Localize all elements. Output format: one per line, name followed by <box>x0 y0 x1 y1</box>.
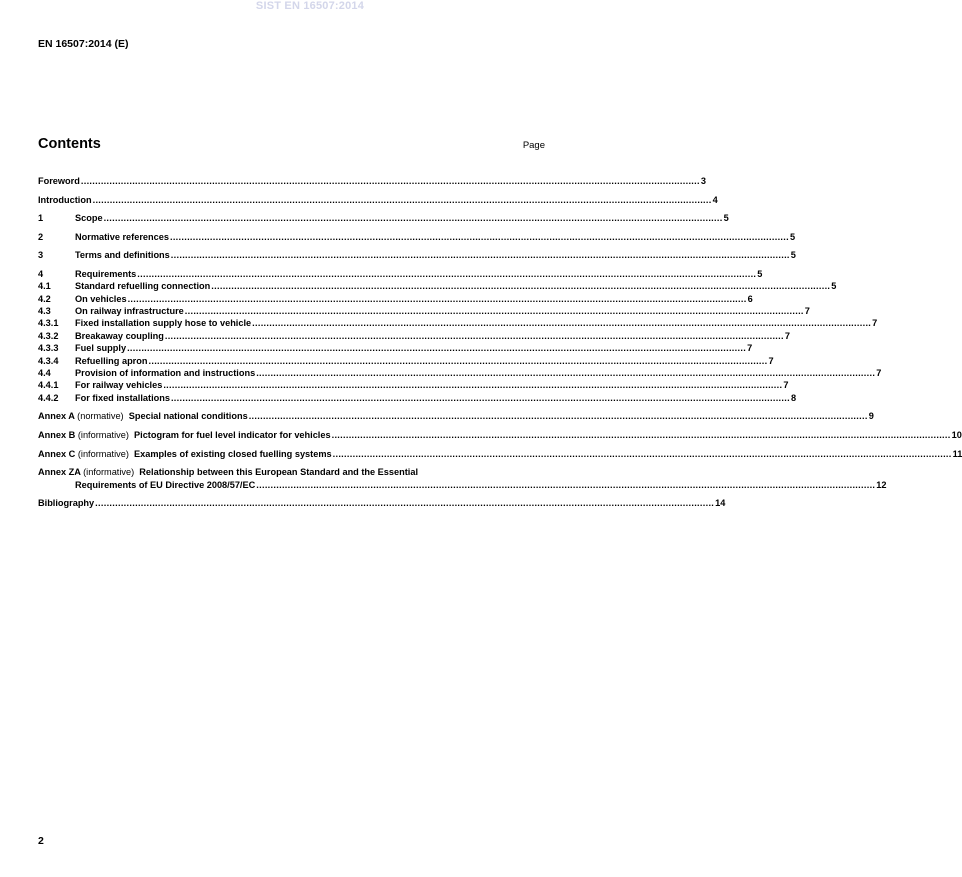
dot-leader: ......................................................................................................................................................................................................................... <box>163 380 783 391</box>
toc-entry-annex-b[interactable] <box>38 429 962 441</box>
toc-number: 4.4.2 <box>38 392 59 403</box>
toc-page: 5 <box>831 281 837 292</box>
dot-leader: ......................................................................................................................................................................................................................... <box>252 318 872 329</box>
page-number: 2 <box>38 835 44 847</box>
toc-title: For railway vehicles <box>75 380 163 391</box>
dot-leader: ......................................................................................................................................................................................................................... <box>331 429 951 440</box>
toc-entry-4-1[interactable] <box>38 280 837 292</box>
dot-leader: ......................................................................................................................................................................................................................... <box>137 268 757 279</box>
dot-leader: ......................................................................................................................................................................................................................... <box>256 479 876 490</box>
toc-title: Normative references <box>75 231 169 242</box>
toc-page: 3 <box>700 176 706 186</box>
toc-page: 4 <box>712 194 718 205</box>
toc-page: 7 <box>783 380 789 391</box>
toc-page: 7 <box>747 343 753 354</box>
toc-title <box>38 466 418 478</box>
toc-title: On vehicles <box>75 293 127 304</box>
dot-leader: ......................................................................................................................................................................................................................... <box>164 330 784 341</box>
toc-number: 2 <box>38 231 44 242</box>
annex-label: Annex C <box>38 448 76 459</box>
dot-leader: ......................................................................................................................................................................................................................... <box>170 250 790 261</box>
toc-number: 4.3.2 <box>38 330 59 341</box>
toc-page: 7 <box>804 306 810 317</box>
toc-number: 1 <box>38 213 44 224</box>
toc-entry-4-3-4[interactable] <box>38 355 774 367</box>
toc-entry-introduction[interactable] <box>38 194 718 206</box>
toc-number: 4.1 <box>38 281 51 292</box>
toc-page: 11 <box>952 448 962 459</box>
contents-title: Contents <box>38 136 101 152</box>
toc-entry-annex-a[interactable] <box>38 410 874 422</box>
toc-number: 4.3.1 <box>38 318 59 329</box>
toc-number: 4 <box>38 268 44 279</box>
toc-title: Bibliography <box>38 498 95 509</box>
toc-page: 8 <box>790 392 797 403</box>
toc-page: 6 <box>747 293 753 304</box>
toc-title: Requirements <box>75 268 137 279</box>
toc-number: 4.3 <box>38 306 51 317</box>
dot-leader: ......................................................................................................................................................................................................................... <box>332 448 952 459</box>
toc-title: For fixed installations <box>75 392 170 403</box>
dot-leader: ......................................................................................................................................................................................................................... <box>169 231 789 242</box>
toc-title: Foreword <box>38 176 80 186</box>
toc-title: Refuelling apron <box>75 355 148 366</box>
toc-title: Introduction <box>38 194 92 205</box>
toc-entry-foreword[interactable] <box>38 175 706 187</box>
annex-kind: (informative) <box>77 448 129 459</box>
toc-number: 4.3.3 <box>38 343 59 354</box>
annex-kind: (informative) <box>77 429 129 440</box>
dot-leader: ......................................................................................................................................................................................................................... <box>148 355 768 366</box>
annex-title-line1: Relationship between this European Standard and the Essential <box>139 467 419 478</box>
toc-title: Scope <box>75 213 103 224</box>
toc-title <box>38 429 331 441</box>
toc-number: 4.4.1 <box>38 380 59 391</box>
toc-title <box>38 448 332 460</box>
annex-kind: (normative) <box>77 411 124 422</box>
dot-leader: ......................................................................................................................................................................................................................... <box>80 176 700 186</box>
toc-entry-annex-za[interactable] <box>38 466 545 478</box>
dot-leader: ......................................................................................................................................................................................................................... <box>127 343 747 354</box>
annex-label: Annex A <box>38 411 75 422</box>
annex-kind: (informative) <box>83 467 135 478</box>
toc-title: Fuel supply <box>75 343 127 354</box>
dot-leader: ......................................................................................................................................................................................................................... <box>127 293 747 304</box>
toc-entry-4-4-1[interactable] <box>38 379 789 391</box>
dot-leader: ......................................................................................................................................................................................................................... <box>256 368 876 379</box>
toc-title: Terms and definitions <box>75 250 170 261</box>
toc-page: 7 <box>876 368 882 379</box>
toc-page: 7 <box>768 355 774 366</box>
watermark: SIST EN 16507:2014 <box>255 0 365 12</box>
dot-leader: ......................................................................................................................................................................................................................... <box>92 194 712 205</box>
toc-title: Fixed installation supply hose to vehicle <box>75 318 252 329</box>
toc-entry-2[interactable] <box>38 231 796 243</box>
toc-page: 12 <box>876 479 887 490</box>
toc-number: 4.4 <box>38 368 51 379</box>
dot-leader: ......................................................................................................................................................................................................................... <box>184 306 804 317</box>
annex-title: Pictogram for fuel level indicator for vehicles <box>134 429 331 440</box>
annex-title: Special national conditions <box>128 411 248 422</box>
toc-number: 3 <box>38 250 44 261</box>
toc-entry-1[interactable] <box>38 212 729 224</box>
toc-page: 5 <box>789 231 796 242</box>
table-of-contents <box>38 175 962 509</box>
toc-page: 14 <box>715 498 726 509</box>
page-column-label: Page <box>522 140 545 151</box>
toc-entry-annex-c[interactable] <box>38 448 962 460</box>
dot-leader: ......................................................................................................................................................................................................................... <box>248 411 868 422</box>
toc-entry-4-3-1[interactable] <box>38 317 878 329</box>
toc-page: 5 <box>723 213 729 224</box>
toc-title: Provision of information and instructions <box>75 368 256 379</box>
annex-title-line2: Requirements of EU Directive 2008/57/EC <box>75 479 256 490</box>
dot-leader: ......................................................................................................................................................................................................................... <box>103 213 723 224</box>
toc-page: 5 <box>757 268 763 279</box>
dot-leader: ......................................................................................................................................................................................................................... <box>170 392 790 403</box>
dot-leader: ......................................................................................................................................................................................................................... <box>95 498 715 509</box>
toc-number: 4.2 <box>38 293 51 304</box>
annex-label: Annex B <box>38 429 76 440</box>
dot-leader: ......................................................................................................................................................................................................................... <box>211 281 831 292</box>
toc-entry-4-3-3[interactable] <box>38 342 753 354</box>
document-id: EN 16507:2014 (E) <box>38 38 129 50</box>
toc-title: On railway infrastructure <box>75 306 184 317</box>
toc-entry-4-2[interactable] <box>38 293 753 305</box>
toc-page: 7 <box>784 330 790 341</box>
toc-entry-4-3-2[interactable] <box>38 330 790 342</box>
toc-page: 5 <box>790 250 796 261</box>
toc-number: 4.3.4 <box>38 355 59 366</box>
toc-page: 9 <box>868 411 874 422</box>
toc-entry-annex-za-continued[interactable] <box>38 479 887 491</box>
toc-entry-4[interactable] <box>38 268 763 280</box>
toc-entry-bibliography[interactable] <box>38 497 726 509</box>
toc-title: Standard refuelling connection <box>75 281 211 292</box>
toc-title <box>38 410 248 422</box>
toc-title: Breakaway coupling <box>75 330 164 341</box>
toc-entry-4-3[interactable] <box>38 305 810 317</box>
annex-label: Annex ZA <box>38 467 81 478</box>
toc-entry-3[interactable] <box>38 249 796 261</box>
toc-page: 10 <box>951 429 962 440</box>
toc-entry-4-4[interactable] <box>38 367 882 379</box>
annex-title: Examples of existing closed fuelling systems <box>134 448 332 459</box>
toc-entry-4-4-2[interactable] <box>38 392 797 404</box>
toc-page: 7 <box>872 318 878 329</box>
